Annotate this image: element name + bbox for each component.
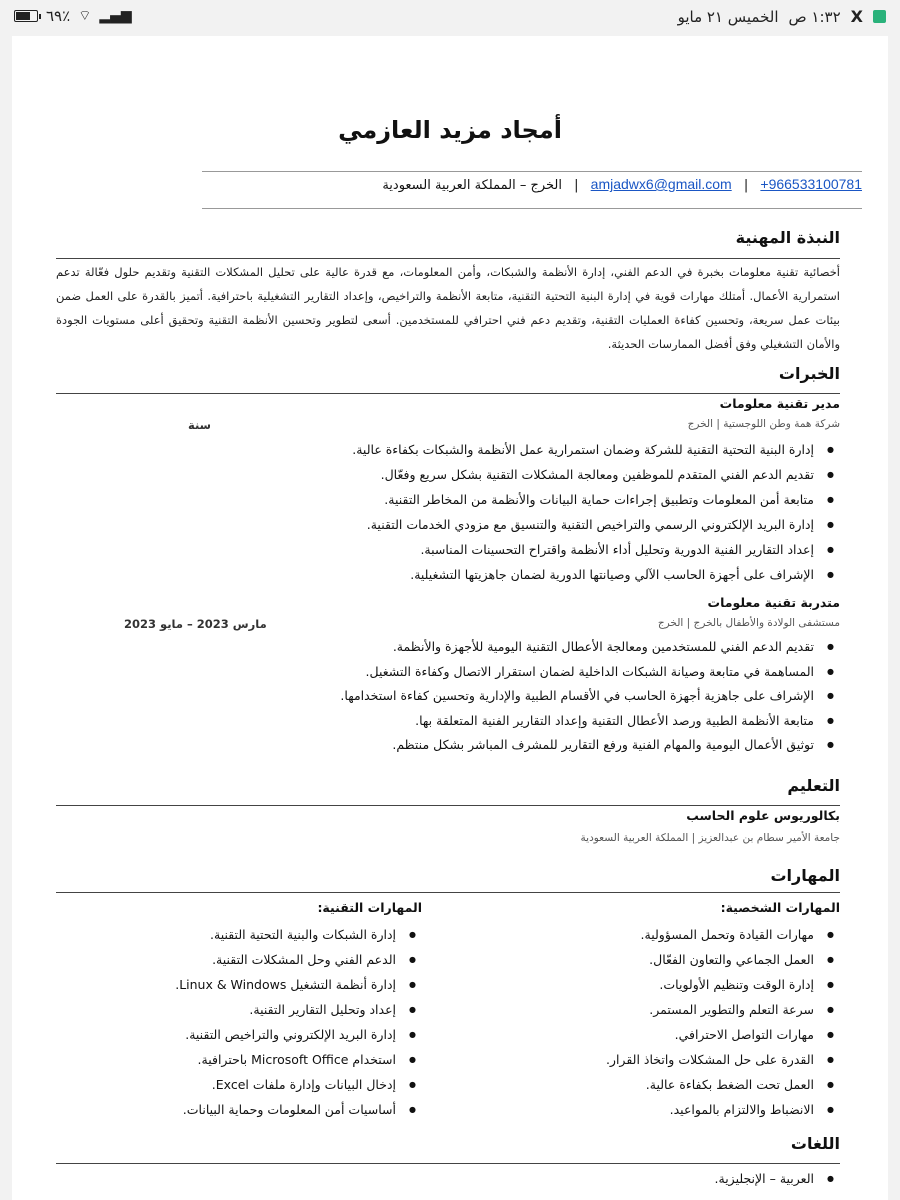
skills-heading: المهارات <box>770 866 840 885</box>
skill-item: ● مهارات التواصل الاحترافي. <box>460 1022 840 1047</box>
skill-item: ● الدعم الفني وحل المشكلات التقنية. <box>42 947 422 972</box>
contact-divider-top <box>202 171 862 172</box>
battery-icon <box>14 10 38 22</box>
contact-line <box>202 176 862 193</box>
status-date: الخميس ٢١ مايو <box>677 7 779 26</box>
education-org: جامعة الأمير سطام بن عبدالعزيز | المملكة العربية السعودية <box>580 832 840 844</box>
skill-item: ● إدارة أنظمة التشغيل Linux & Windows. <box>42 972 422 997</box>
job-bullet-item: ● إدارة البنية التحتية التقنية للشركة وضمان استمرارية عمل الأنظمة والشبكات بكفاءة عالية. <box>56 437 840 462</box>
personal-skills-heading: المهارات الشخصية: <box>720 900 840 915</box>
job-bullet-item: ● تقديم الدعم الفني المتقدم للموظفين ومعالجة المشكلات التقنية بشكل سريع وفعّال. <box>56 462 840 487</box>
languages-heading: اللغات <box>790 1134 840 1153</box>
skill-item: ● إدارة البريد الإلكتروني والتراخيص التقنية. <box>42 1022 422 1047</box>
job-date: مارس 2023 – مايو 2023 <box>124 617 267 631</box>
summary-text: أخصائية تقنية معلومات بخبرة في الدعم الفني، إدارة الأنظمة والشبكات، وأمن المعلومات، مع قدرة عالية على تحليل المشكلات التقنية وتقديم حلول فعّالة تدعم استمرارية الأعمال. أمتلك مهارات قوية في إدارة البنية التحتية التقنية، متابعة الأنظمة والتراخيص، وإعداد التقارير التشغيلية باحترافية. أتميز بالقدرة على العمل ضمن بيئات عمل سريعة، وتحسين كفاءة العمليات التقنية، وتقديم دعم فني احترافي للمستخدمين. أسعى لتطوير وتحسين الأنظمة التقنية وتحقيق أعلى مستويات الجودة والأمان التشغيلي وفق أفضل الممارسات الحديثة. <box>56 265 840 351</box>
battery-percent: ٦٩٪ <box>46 7 71 25</box>
job-org: شركة همة وطن اللوجستية | الخرج <box>687 418 840 430</box>
job-bullet-item: ● متابعة الأنظمة الطبية ورصد الأعطال التقنية وإعداد التقارير الفنية المتعلقة بها. <box>56 709 840 734</box>
resume-name: أمجاد مزيد العازمي <box>338 116 562 144</box>
job-bullet-item: ● المساهمة في متابعة وصيانة الشبكات الداخلية لضمان استقرار الاتصال وكفاءة التشغيل. <box>56 660 840 685</box>
signal-icon: ▂▄▆ <box>99 8 132 24</box>
skill-item: ● مهارات القيادة وتحمل المسؤولية. <box>460 922 840 947</box>
technical-skills-list <box>42 922 422 1122</box>
technical-skills-heading: المهارات التقنية: <box>317 900 422 915</box>
education-degree: بكالوريوس علوم الحاسب <box>686 808 840 823</box>
languages-rule <box>56 1163 840 1164</box>
close-icon[interactable]: X <box>850 7 863 26</box>
summary-heading: النبذة المهنية <box>735 228 840 247</box>
summary-rule <box>56 258 840 259</box>
phone-link[interactable]: +966533100781 <box>760 176 862 192</box>
job-title: متدربة تقنية معلومات <box>707 595 840 610</box>
status-left <box>14 7 132 25</box>
contact-separator: | <box>574 178 579 193</box>
job-bullet-item: ● إعداد التقارير الفنية الدورية وتحليل أداء الأنظمة واقتراح التحسينات المناسبة. <box>56 537 840 562</box>
location-text: الخرج – المملكة العربية السعودية <box>382 178 562 193</box>
experience-rule <box>56 393 840 394</box>
skill-item: ● استخدام Microsoft Office باحترافية. <box>42 1047 422 1072</box>
job-bullet-item: ● تقديم الدعم الفني للمستخدمين ومعالجة الأعطال التقنية اليومية للأجهزة والأنظمة. <box>56 635 840 660</box>
status-right <box>678 7 886 26</box>
job-bullet-item: ● متابعة أمن المعلومات وتطبيق إجراءات حماية البيانات والأنظمة من المخاطر التقنية. <box>56 487 840 512</box>
battery-level-fill <box>16 12 30 20</box>
experience-heading: الخبرات <box>778 364 840 383</box>
job-org: مستشفى الولادة والأطفال بالخرج | الخرج <box>657 617 840 629</box>
skill-item: ● أساسيات أمن المعلومات وحماية البيانات. <box>42 1097 422 1122</box>
contact-separator: | <box>743 178 749 193</box>
job-bullet-item: ● إدارة البريد الإلكتروني الرسمي والتراخيص التقنية والتنسيق مع مزودي الخدمات التقنية. <box>56 512 840 537</box>
skill-item: ● سرعة التعلم والتطوير المستمر. <box>460 997 840 1022</box>
education-rule <box>56 805 840 806</box>
skill-item: ● إدارة الشبكات والبنية التحتية التقنية. <box>42 922 422 947</box>
job-bullet-item: ● توثيق الأعمال اليومية والمهام الفنية ورفع التقارير للمشرف المباشر بشكل منتظم. <box>56 733 840 758</box>
skill-item: ● إدارة الوقت وتنظيم الأولويات. <box>460 972 840 997</box>
skill-item: ● القدرة على حل المشكلات واتخاذ القرار. <box>460 1047 840 1072</box>
skill-item: ● العمل الجماعي والتعاون الفعّال. <box>460 947 840 972</box>
languages-list <box>460 1166 840 1191</box>
skill-item: ● الانضباط والالتزام بالمواعيد. <box>460 1097 840 1122</box>
job-bullet-item: ● الإشراف على جاهزية أجهزة الحاسب في الأقسام الطبية والإدارية وتحسين كفاءة استخدامها. <box>56 684 840 709</box>
skill-item: ● إعداد وتحليل التقارير التقنية. <box>42 997 422 1022</box>
job-bullets <box>56 437 840 587</box>
language-item: ● العربية – الإنجليزية. <box>460 1166 840 1191</box>
status-time: ١:٣٢ ص <box>788 7 841 26</box>
job-date: سنة <box>188 418 211 432</box>
skill-item: ● إدخال البيانات وإدارة ملفات Excel. <box>42 1072 422 1097</box>
skills-rule <box>56 892 840 893</box>
education-heading: التعليم <box>787 776 840 795</box>
skill-item: ● العمل تحت الضغط بكفاءة عالية. <box>460 1072 840 1097</box>
contact-divider-bottom <box>202 208 862 209</box>
wifi-icon: ⌔ <box>78 8 92 24</box>
personal-skills-list <box>460 922 840 1122</box>
job-bullet-item: ● الإشراف على أجهزة الحاسب الآلي وصيانتها الدورية لضمان جاهزيتها التشغيلية. <box>56 562 840 587</box>
app-icon <box>873 10 886 23</box>
status-bar <box>0 0 900 36</box>
job-bullets <box>56 635 840 758</box>
job-title: مدير تقنية معلومات <box>719 396 840 411</box>
email-link[interactable]: amjadwx6@gmail.com <box>590 176 732 192</box>
document-page <box>12 36 888 1200</box>
